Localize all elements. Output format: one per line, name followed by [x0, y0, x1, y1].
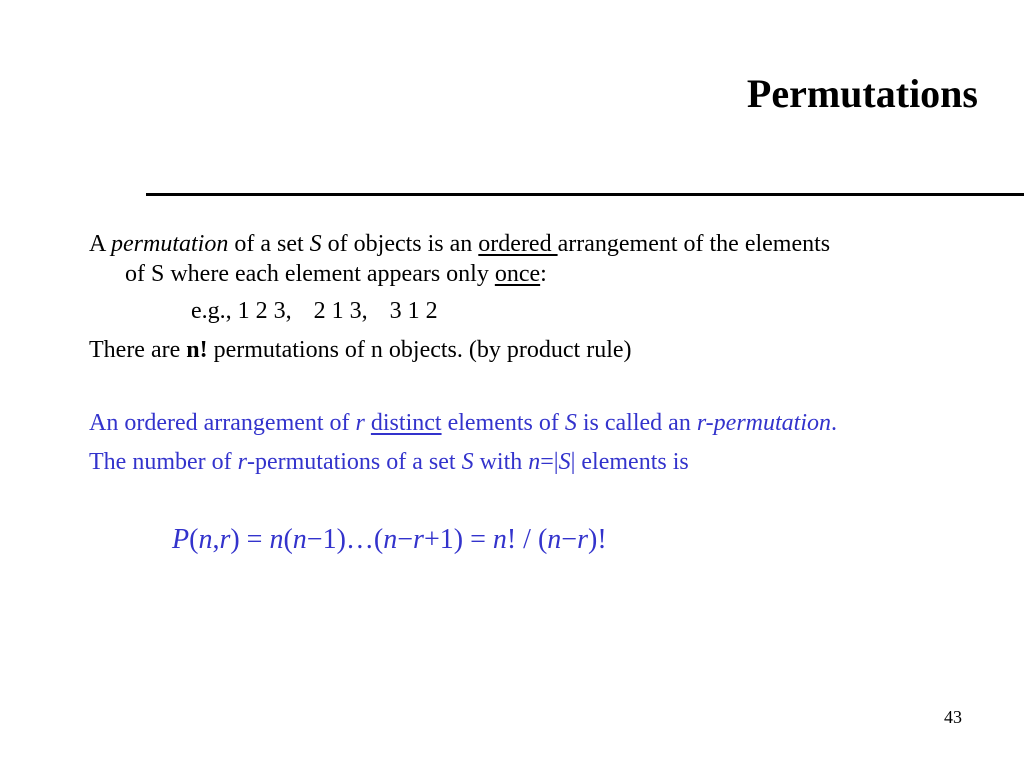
example-second: 2 1 3, [313, 298, 368, 324]
example-line [89, 296, 989, 326]
title-divider [146, 193, 1024, 196]
text-of-s-where: of S where each element appears only [125, 261, 495, 287]
definition-line-1 [89, 229, 989, 259]
symbol-n: n [528, 449, 541, 475]
text-of-objects: of objects is an [321, 231, 479, 257]
text-elements-is: | elements is [570, 449, 689, 475]
r-permutation-definition: An ordered arrangement of r distinct elements of S is called an r-permutation. [89, 410, 837, 436]
permutation-formula: P(n,r) = n(n−1)…(n−r+1) = n! / (n−r)! [172, 524, 607, 555]
term-ordered: ordered [478, 231, 558, 257]
term-distinct: distinct [370, 410, 442, 436]
text-ordered-arrangement: An ordered arrangement of [89, 410, 356, 436]
n-factorial: n! [186, 337, 208, 363]
example-first: e.g., 1 2 3, [191, 298, 292, 324]
slide-title: Permutations [746, 71, 978, 116]
symbol-s: S [564, 410, 577, 436]
symbol-r: r [237, 449, 247, 475]
text-arrangement: arrangement of the elements [557, 231, 831, 257]
text-a: A [89, 231, 112, 257]
text-of-a-set: of a set [228, 231, 310, 257]
text-colon: : [540, 261, 547, 287]
slide-number: 43 [944, 707, 962, 727]
text-permutations-of-n: permutations of n objects. (by product rule) [207, 337, 632, 363]
example-third: 3 1 2 [389, 298, 438, 324]
term-permutation: permutation [111, 231, 229, 257]
text-the-number-of: The number of [89, 449, 238, 475]
number-of-r-permutations-line: The number of r-permutations of a set S with n=|S| elements is [89, 449, 689, 475]
text-there-are: There are [89, 337, 187, 363]
term-r-permutation: r-permutation [696, 410, 831, 436]
definition-line-2 [89, 259, 989, 289]
count-line [89, 335, 989, 365]
text-permutations-of-a-set: -permutations of a set [246, 449, 462, 475]
definition-paragraph [89, 229, 989, 289]
symbol-s: S [461, 449, 474, 475]
text-is-called-an: is called an [576, 410, 697, 436]
term-once: once [494, 261, 541, 287]
symbol-s: S [309, 231, 322, 257]
text-elements-of: elements of [441, 410, 565, 436]
symbol-s: S [558, 449, 571, 475]
symbol-r: r [355, 410, 365, 436]
